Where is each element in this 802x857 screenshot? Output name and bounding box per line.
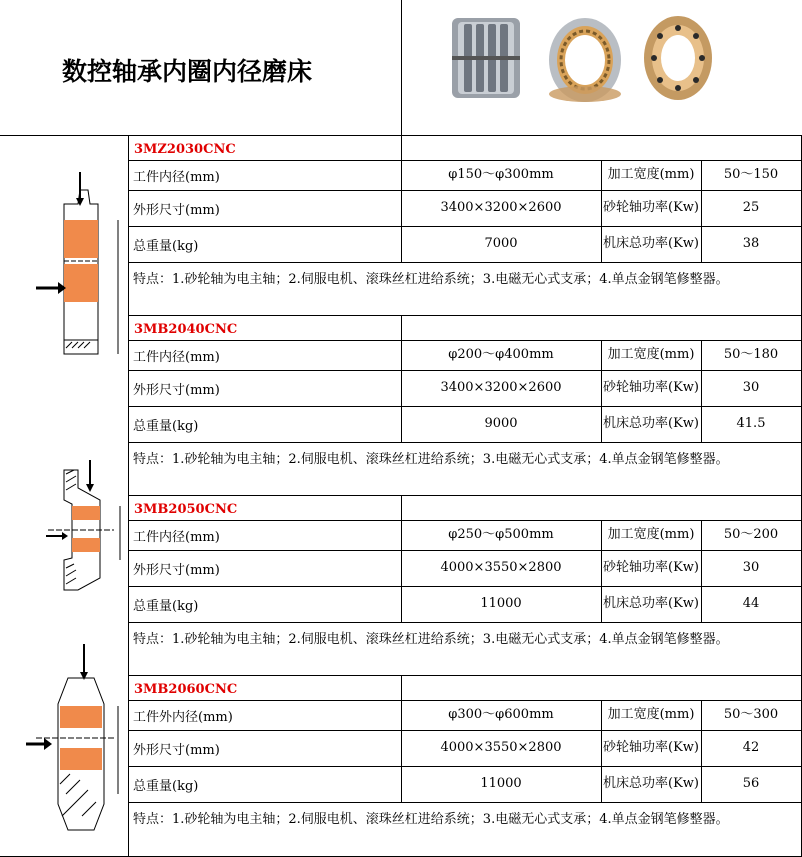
workpiece-diagram-3 (22, 644, 126, 844)
label-weight: 总重量(kg) (133, 778, 199, 794)
value-weight: 11000 (480, 775, 522, 791)
model-name: 3MB2050CNC (134, 502, 238, 517)
value-dims: 4000×3550×2800 (440, 559, 562, 575)
value-spindle-power: 30 (742, 379, 760, 395)
value-bore: φ300～φ600mm (448, 706, 554, 722)
header-vdivider (401, 0, 402, 135)
value-dims: 3400×3200×2600 (440, 379, 562, 395)
value-spindle-power: 42 (742, 739, 760, 755)
label-total-power: 机床总功率(Kw) (603, 415, 699, 431)
label-spindle-power: 砂轮轴功率(Kw) (603, 199, 699, 215)
label-width: 加工宽度(mm) (607, 706, 695, 722)
model-name: 3MZ2030CNC (134, 142, 236, 157)
value-dims: 4000×3550×2800 (440, 739, 562, 755)
value-total-power: 44 (742, 595, 760, 611)
label-weight: 总重量(kg) (133, 598, 199, 614)
label-dims: 外形尺寸(mm) (133, 382, 220, 398)
label-spindle-power: 砂轮轴功率(Kw) (603, 739, 699, 755)
bearing-photo-tapered (448, 12, 524, 104)
label-total-power: 机床总功率(Kw) (603, 595, 699, 611)
value-spindle-power: 25 (742, 199, 760, 215)
label-bore: 工件内径(mm) (133, 349, 220, 365)
feature-text: 特点：1.砂轮轴为电主轴；2.伺服电机、滚珠丝杠进给系统；3.电磁无心式支承；4.单点金钢笔修整器。 (133, 632, 729, 647)
label-weight: 总重量(kg) (133, 418, 199, 434)
label-spindle-power: 砂轮轴功率(Kw) (603, 379, 699, 395)
feature-text: 特点：1.砂轮轴为电主轴；2.伺服电机、滚珠丝杠进给系统；3.电磁无心式支承；4.单点金钢笔修整器。 (133, 452, 729, 467)
label-total-power: 机床总功率(Kw) (603, 235, 699, 251)
label-dims: 外形尺寸(mm) (133, 562, 220, 578)
bearing-photo-thrust (545, 14, 625, 106)
label-bore: 工件内径(mm) (133, 529, 220, 545)
label-width: 加工宽度(mm) (607, 166, 695, 182)
label-weight: 总重量(kg) (133, 238, 199, 254)
label-bore: 工件内径(mm) (133, 169, 220, 185)
value-width: 50～180 (723, 346, 779, 362)
left-column-divider (128, 135, 129, 857)
value-bore: φ250～φ500mm (448, 526, 554, 542)
workpiece-diagram-2 (42, 460, 132, 600)
value-dims: 3400×3200×2600 (440, 199, 562, 215)
label-bore: 工件外内径(mm) (133, 709, 233, 725)
feature-text: 特点：1.砂轮轴为电主轴；2.伺服电机、滚珠丝杠进给系统；3.电磁无心式支承；4.单点金钢笔修整器。 (133, 812, 729, 827)
value-bore: φ200～φ400mm (448, 346, 554, 362)
value-width: 50～300 (723, 706, 779, 722)
bearing-photo-angular (640, 12, 716, 104)
label-width: 加工宽度(mm) (607, 526, 695, 542)
feature-text: 特点：1.砂轮轴为电主轴；2.伺服电机、滚珠丝杠进给系统；3.电磁无心式支承；4.单点金钢笔修整器。 (133, 272, 729, 287)
page-title: 数控轴承内圈内径磨床 (62, 57, 313, 86)
label-total-power: 机床总功率(Kw) (603, 775, 699, 791)
value-spindle-power: 30 (742, 559, 760, 575)
model-name: 3MB2040CNC (134, 322, 238, 337)
model-name: 3MB2060CNC (134, 682, 238, 697)
label-dims: 外形尺寸(mm) (133, 742, 220, 758)
value-bore: φ150～φ300mm (448, 166, 554, 182)
value-weight: 11000 (480, 595, 522, 611)
value-total-power: 38 (742, 235, 760, 251)
value-weight: 7000 (484, 235, 518, 251)
value-total-power: 56 (742, 775, 760, 791)
value-weight: 9000 (484, 415, 518, 431)
value-total-power: 41.5 (736, 415, 766, 431)
label-dims: 外形尺寸(mm) (133, 202, 220, 218)
value-width: 50～200 (723, 526, 779, 542)
value-width: 50～150 (723, 166, 779, 182)
label-spindle-power: 砂轮轴功率(Kw) (603, 559, 699, 575)
workpiece-diagram-1 (36, 172, 126, 372)
label-width: 加工宽度(mm) (607, 346, 695, 362)
